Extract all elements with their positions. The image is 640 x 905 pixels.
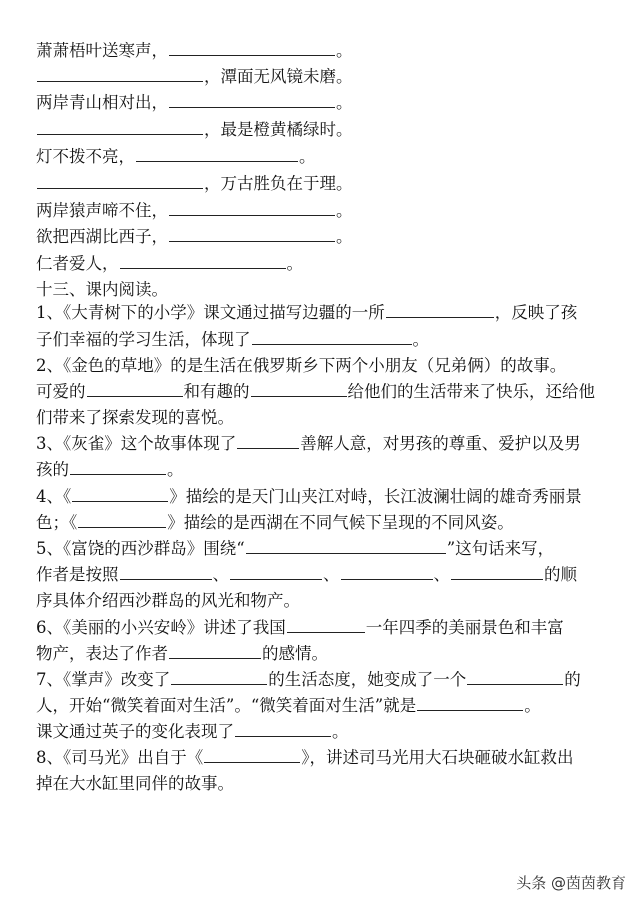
question-2-line-2 <box>36 379 595 405</box>
question-text: 7、《掌声》改变了 <box>36 670 171 689</box>
answer-blank[interactable] <box>230 562 322 580</box>
question-text: 的生活态度，她变成了一个 <box>268 670 467 689</box>
question-text: 、 <box>433 565 450 584</box>
question-3-line-1 <box>36 431 581 457</box>
answer-blank[interactable] <box>467 667 563 685</box>
poem-text: 。 <box>336 41 353 60</box>
answer-blank[interactable] <box>37 117 203 135</box>
question-text: 的感情。 <box>262 644 328 663</box>
question-text: 》描绘的是天门山夹江对峙，长江波澜壮阔的雄奇秀丽景 <box>169 487 582 506</box>
poem-line-5 <box>36 144 316 170</box>
question-text: 的顺 <box>544 565 577 584</box>
question-text: 子们幸福的学习生活，体现了 <box>36 330 251 349</box>
question-7-line-3 <box>36 719 349 745</box>
question-2-line-1: 2、《金色的草地》的是生活在俄罗斯乡下两个小朋友（兄弟俩）的故事。 <box>36 356 567 375</box>
question-text: 》描绘的是西湖在不同气候下呈现的不同风姿。 <box>167 513 514 532</box>
watermark: 头条 @茵茵教育 <box>516 874 626 892</box>
question-4-line-1 <box>36 484 582 510</box>
answer-blank[interactable] <box>252 327 412 345</box>
answer-blank[interactable] <box>87 379 183 397</box>
poem-text: 仁者爱人， <box>36 254 119 273</box>
poem-text: ，最是橙黄橘绿时。 <box>204 120 353 139</box>
answer-blank[interactable] <box>72 484 168 502</box>
poem-text: 欲把西湖比西子， <box>36 227 168 246</box>
question-text: 5、《富饶的西沙群岛》围绕“ <box>36 539 245 558</box>
answer-blank[interactable] <box>37 64 203 82</box>
question-8-line-2: 掉在大水缸里同伴的故事。 <box>36 774 234 793</box>
poem-text: 。 <box>299 147 316 166</box>
answer-blank[interactable] <box>171 667 267 685</box>
poem-line-6 <box>36 171 353 197</box>
poem-text: 。 <box>336 201 353 220</box>
answer-blank[interactable] <box>451 562 543 580</box>
answer-blank[interactable] <box>120 562 212 580</box>
poem-line-9 <box>36 251 303 277</box>
question-text: 可爱的 <box>36 382 86 401</box>
question-text: 、 <box>212 565 229 584</box>
question-7-line-1 <box>36 667 581 693</box>
question-text: 。 <box>332 722 349 741</box>
question-text: 。 <box>167 460 184 479</box>
question-8-line-1 <box>36 745 574 771</box>
answer-blank[interactable] <box>386 300 494 318</box>
question-1-line-1 <box>36 300 577 326</box>
question-text: 善解人意，对男孩的尊重、爱护以及男 <box>300 434 581 453</box>
question-text: 8、《司马光》出自于《 <box>36 748 204 767</box>
poem-text: 两岸猿声啼不住， <box>36 201 168 220</box>
answer-blank[interactable] <box>287 615 365 633</box>
poem-line-2 <box>36 64 353 90</box>
question-6-line-1 <box>36 615 564 641</box>
question-text: 色；《 <box>36 513 78 532</box>
poem-text: 萧萧梧叶送寒声， <box>36 41 168 60</box>
answer-blank[interactable] <box>341 562 433 580</box>
question-text: 3、《灰雀》这个故事体现了 <box>36 434 237 453</box>
question-text: 给他们的生活带来了快乐，还给他 <box>347 382 595 401</box>
question-7-line-2 <box>36 693 541 719</box>
answer-blank[interactable] <box>169 38 335 56</box>
question-text: 作者是按照 <box>36 565 119 584</box>
question-text: 4、《 <box>36 487 72 506</box>
poem-line-7 <box>36 198 353 224</box>
poem-line-3 <box>36 90 353 116</box>
answer-blank[interactable] <box>235 719 331 737</box>
question-text: 一年四季的美丽景色和丰富 <box>365 618 564 637</box>
question-5-line-2 <box>36 562 577 588</box>
question-text: 》，讲述司马光用大石块砸破水缸救出 <box>301 748 574 767</box>
poem-text: 两岸青山相对出， <box>36 93 168 112</box>
poem-text: 灯不拨不亮， <box>36 147 135 166</box>
question-text: 课文通过英子的变化表现了 <box>36 722 234 741</box>
question-text: 1、《大青树下的小学》课文通过描写边疆的一所 <box>36 303 385 322</box>
question-text: 的 <box>564 670 581 689</box>
section-title: 十三、课内阅读。 <box>36 280 168 299</box>
question-3-line-2 <box>36 457 184 483</box>
question-1-line-2 <box>36 327 429 353</box>
question-2-line-3: 们带来了探索发现的喜悦。 <box>36 408 234 427</box>
poem-text: 。 <box>286 254 303 273</box>
answer-blank[interactable] <box>78 510 166 528</box>
poem-line-1 <box>36 38 353 64</box>
question-4-line-2 <box>36 510 514 536</box>
answer-blank[interactable] <box>70 457 166 475</box>
answer-blank[interactable] <box>251 379 347 397</box>
question-text: 6、《美丽的小兴安岭》讲述了我国 <box>36 618 286 637</box>
question-text: ，反映了孩 <box>494 303 578 322</box>
answer-blank[interactable] <box>246 536 446 554</box>
poem-text: ，万古胜负在于理。 <box>204 174 353 193</box>
answer-blank[interactable] <box>237 431 299 449</box>
answer-blank[interactable] <box>120 251 286 269</box>
answer-blank[interactable] <box>417 693 523 711</box>
question-text: 人，开始“微笑着面对生活”。“微笑着面对生活”就是 <box>36 696 417 715</box>
question-text: 物产，表达了作者 <box>36 644 168 663</box>
answer-blank[interactable] <box>37 171 203 189</box>
question-text: 、 <box>323 565 340 584</box>
poem-text: ，潭面无风镜未磨。 <box>204 67 353 86</box>
answer-blank[interactable] <box>169 198 335 216</box>
question-5-line-1 <box>36 536 554 562</box>
question-6-line-2 <box>36 641 328 667</box>
answer-blank[interactable] <box>169 224 335 242</box>
poem-text: 。 <box>336 93 353 112</box>
question-text: ”这句话来写， <box>446 539 555 558</box>
question-text: 孩的 <box>36 460 69 479</box>
question-5-line-3: 序具体介绍西沙群岛的风光和物产。 <box>36 591 300 610</box>
poem-line-4 <box>36 117 353 143</box>
poem-text: 。 <box>336 227 353 246</box>
answer-blank[interactable] <box>169 641 261 659</box>
question-text: 和有趣的 <box>183 382 250 401</box>
answer-blank[interactable] <box>204 745 300 763</box>
question-text: 。 <box>412 330 429 349</box>
answer-blank[interactable] <box>136 144 298 162</box>
question-text: 。 <box>524 696 541 715</box>
poem-line-8 <box>36 224 353 250</box>
answer-blank[interactable] <box>169 90 335 108</box>
